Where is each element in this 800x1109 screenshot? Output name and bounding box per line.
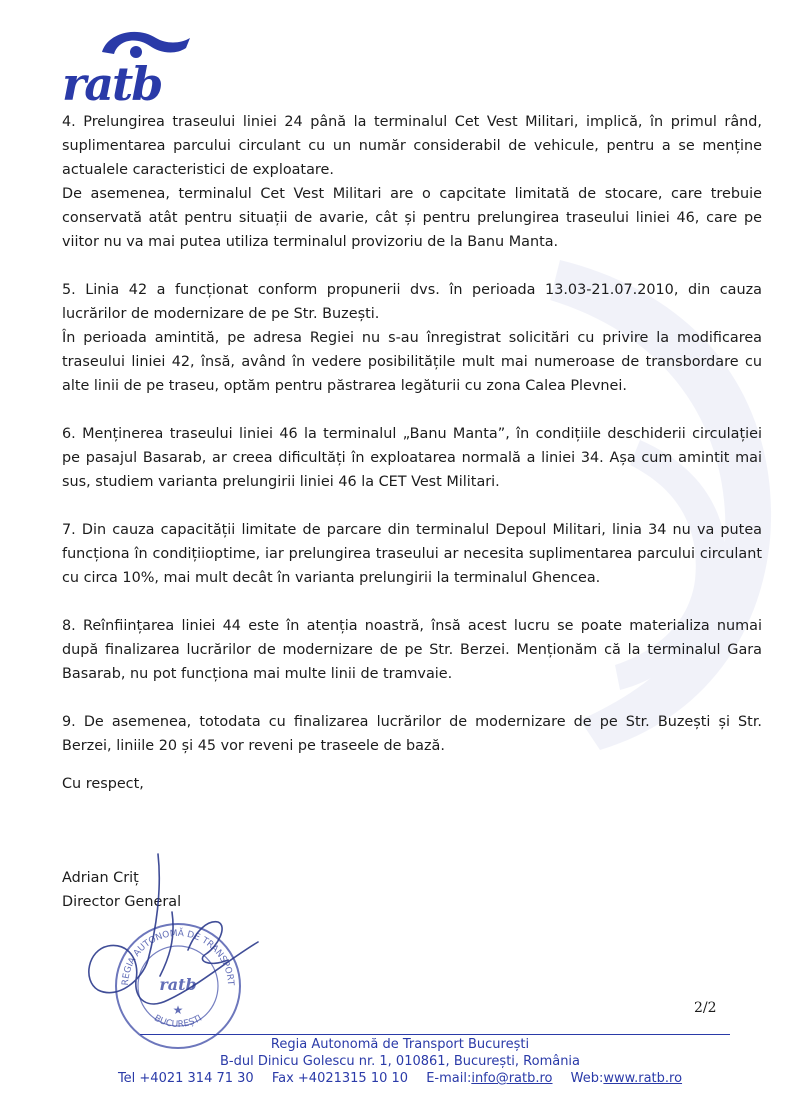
- paragraph-6-text: 6. Menținerea traseului liniei 46 la terminalul „Banu Manta”, în condițiile deschiderii circulației pe pasajul Basarab, ar creea dificultăți în exploatarea normală a liniei 34. Așa cum amintit mai sus, studiem varianta prelungirii liniei 46 la CET Vest Militari.: [62, 426, 762, 490]
- footer-email-link[interactable]: info@ratb.ro: [471, 1071, 553, 1086]
- footer-email: [426, 1071, 552, 1086]
- signatory-title: Director General: [62, 894, 182, 910]
- footer-tel: Tel +4021 314 71 30: [117, 1071, 254, 1086]
- stamp-top-text: REGIA AUTONOMĂ DE TRANSPORT: [120, 928, 236, 986]
- stamp-bottom-text: BUCUREȘTI: [152, 1013, 204, 1030]
- paragraph-7-text: 7. Din cauza capacității limitate de parcare din terminalul Depoul Militari, linia 34 nu va putea funcționa în condițiioptime, iar prelungirea traseului ar necesita suplimentarea parcului circulant cu circa 10%, mai mult decât în varianta prelungirii la terminalul Ghencea.: [62, 522, 762, 586]
- page-number: 2/2: [694, 1000, 717, 1016]
- closing-salutation: Cu respect,: [62, 776, 144, 792]
- footer-web-label: Web:: [570, 1071, 604, 1086]
- paragraph-5-line-2: În perioada amintită, pe adresa Regiei nu s-au înregistrat solicitări cu privire la modificarea traseului liniei 42, însă, având în vedere posibilitățile mult mai numeroase de transbordare cu alte linii de pe traseu, optăm pentru păstrarea legăturii cu zona Calea Plevnei.: [62, 330, 762, 394]
- ratb-logo: [58, 22, 208, 112]
- paragraph-9: [62, 710, 762, 758]
- footer-address: B-dul Dinicu Golescu nr. 1, 010861, București, România: [219, 1054, 581, 1069]
- footer-web: [571, 1071, 682, 1086]
- paragraph-8: [62, 614, 762, 686]
- handwritten-signature: [78, 850, 268, 1020]
- letter-footer: [0, 1036, 800, 1087]
- paragraph-5-line-1: 5. Linia 42 a funcționat conform propunerii dvs. în perioada 13.03-21.07.2010, din cauza lucrărilor de modernizare de pe Str. Buzești.: [62, 282, 762, 322]
- footer-organization: Regia Autonomă de Transport București: [270, 1037, 530, 1052]
- footer-fax: Fax +4021315 10 10: [271, 1071, 409, 1086]
- paragraph-5: [62, 278, 762, 398]
- footer-email-label: E-mail:: [426, 1071, 472, 1086]
- stamp-center-text: ratb: [159, 975, 197, 994]
- paragraph-9-text: 9. De asemenea, totodata cu finalizarea lucrărilor de modernizare de pe Str. Buzești și Str. Berzei, liniile 20 și 45 vor reveni pe traseele de bază.: [62, 714, 762, 754]
- paragraph-8-text: 8. Reînființarea liniei 44 este în atenția noastră, însă acest lucru se poate materializa numai după finalizarea lucrărilor de modernizare de pe Str. Berzei. Menționăm că la terminalul Gara Basarab, nu pot funcționa mai multe linii de tramvaie.: [62, 618, 762, 682]
- paragraph-4: [62, 110, 762, 254]
- logo-wordmark: ratb: [62, 57, 162, 111]
- paragraph-6: [62, 422, 762, 494]
- stamp-star-icon: ★: [172, 1003, 184, 1017]
- paragraph-4-line-1: 4. Prelungirea traseului liniei 24 până la terminalul Cet Vest Militari, implică, în primul rând, suplimentarea parcului circulant cu un număr considerabil de vehicule, pentru a se menține actualele caracteristici de exploatare.: [62, 114, 762, 178]
- footer-divider: [140, 1034, 730, 1035]
- paragraph-7: [62, 518, 762, 590]
- paragraph-4-line-2: De asemenea, terminalul Cet Vest Militari are o capcitate limitată de stocare, care trebuie conservată atât pentru situații de avarie, cât și pentru prelungirea traseului liniei 46, care pe viitor nu va mai putea utiliza terminalul provizoriu de la Banu Manta.: [62, 186, 762, 250]
- footer-contacts: [0, 1070, 800, 1087]
- letter-body: [62, 110, 762, 782]
- signatory-name: Adrian Criț: [62, 870, 139, 886]
- footer-web-link[interactable]: www.ratb.ro: [603, 1071, 683, 1086]
